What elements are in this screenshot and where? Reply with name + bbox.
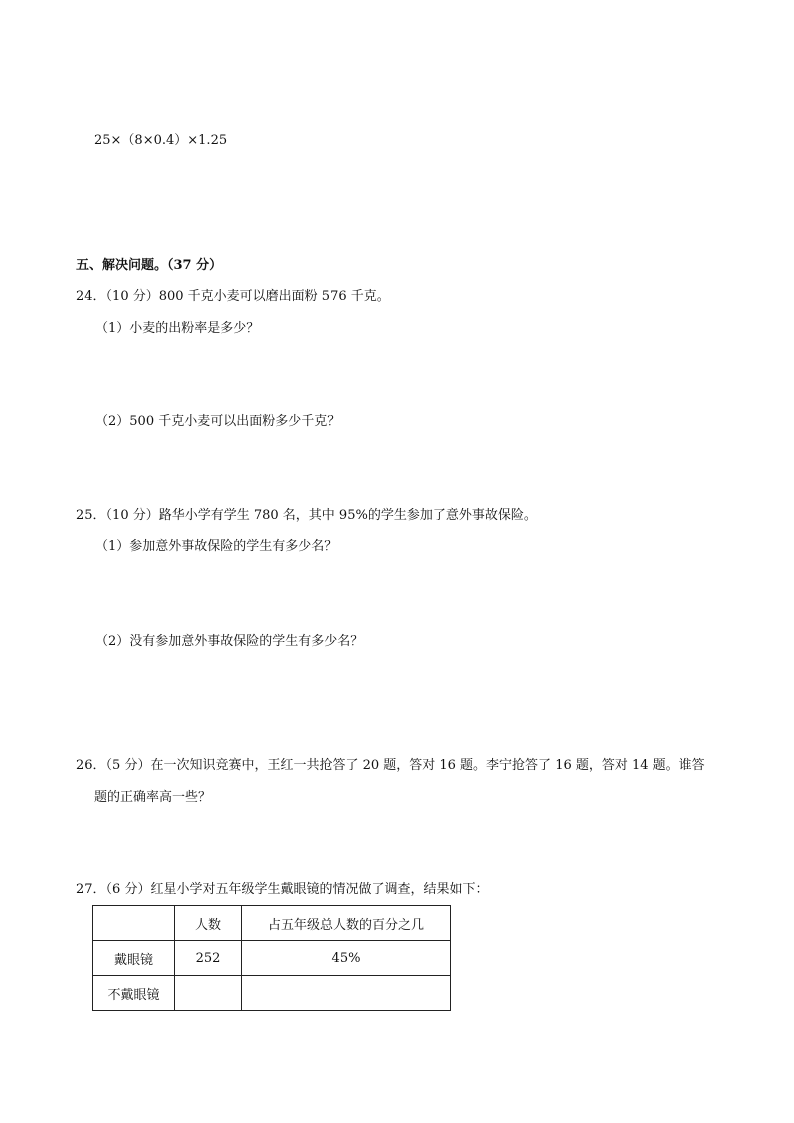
table-cell: 戴眼镜: [93, 941, 175, 976]
calculation-expression: 25×（8×0.4）×1.25: [94, 133, 228, 148]
section-heading: 五、解决问题。（37 分）: [76, 258, 223, 273]
table-cell: 252: [175, 941, 242, 976]
table-header-cell: 占五年级总人数的百分之几: [242, 906, 451, 941]
question-25-stem: 25．（10 分）路华小学有学生 780 名，其中 95%的学生参加了意外事故保险。: [76, 508, 537, 523]
table-header-cell: [93, 906, 175, 941]
question-25-sub2: （2）没有参加意外事故保险的学生有多少名？: [95, 634, 364, 649]
table-cell: [175, 976, 242, 1011]
question-24-sub1: （1）小麦的出粉率是多少？: [95, 321, 260, 336]
question-24-sub2: （2）500 千克小麦可以出面粉多少千克？: [95, 414, 341, 429]
question-24-stem: 24．（10 分）800 千克小麦可以磨出面粉 576 千克。: [76, 289, 390, 304]
table-cell: 不戴眼镜: [93, 976, 175, 1011]
table-row: [93, 976, 451, 1011]
table-cell: 45%: [242, 941, 451, 976]
table-header-row: [93, 906, 451, 941]
table-row: [93, 941, 451, 976]
question-25-sub1: （1）参加意外事故保险的学生有多少名？: [95, 539, 338, 554]
question-26-line2: 题的正确率高一些？: [94, 790, 212, 805]
table-header-cell: 人数: [175, 906, 242, 941]
table-cell: [242, 976, 451, 1011]
question-27-stem: 27．（6 分）红星小学对五年级学生戴眼镜的情况做了调查，结果如下：: [76, 882, 489, 897]
survey-table: [92, 905, 451, 1011]
question-26-line1: 26．（5 分）在一次知识竞赛中，王红一共抢答了 20 题，答对 16 题。李宁抢答了 16 题，答对 14 题。谁答: [76, 758, 705, 773]
